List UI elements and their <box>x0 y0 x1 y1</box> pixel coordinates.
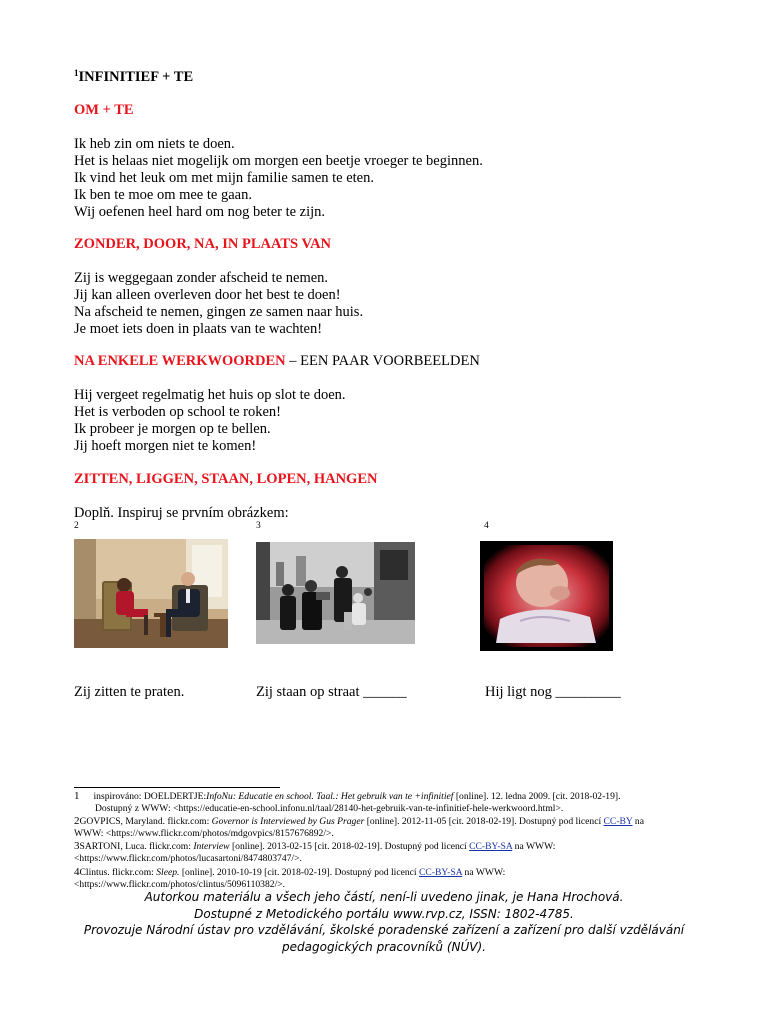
title-footnote-ref[interactable]: 1 <box>74 68 79 78</box>
example-sentence: Ik vind het leuk om met mijn familie samen te eten. <box>74 170 374 186</box>
instruction-text: Doplň. Inspiruj se prvním obrázkem: <box>74 505 289 521</box>
footnote-text: [online]. 2012-11-05 [cit. 2018-02-19]. Dostupný pod licencí <box>364 816 604 827</box>
footnote-text: inspirováno: DOELDERTJE: <box>93 791 207 802</box>
example-sentence: Het is helaas niet mogelijk om morgen een beetje vroeger te beginnen. <box>74 153 483 169</box>
photo-interview-chairs <box>74 539 228 648</box>
example-sentence: Jij kan alleen overleven door het best te doen! <box>74 287 341 303</box>
section-heading-om-te: OM + TE <box>74 102 134 118</box>
footnote-title: InfoNu: Educatie en school. Taal.: Het gebruik van te +infinitief <box>206 791 454 802</box>
photo-sleeping-man <box>480 541 613 651</box>
footnote-title: Interview <box>193 841 230 852</box>
section-heading-werkwoorden-bold: NA ENKELE WERKWOORDEN <box>74 353 286 369</box>
photo-sleeping-man-image <box>480 541 613 651</box>
footnote-2 <box>74 815 714 840</box>
example-sentence: Ik heb zin om niets te doen. <box>74 136 235 152</box>
footnote-text: Clintus. flickr.com: <box>79 867 157 878</box>
footnote-text: na WWW: <box>462 867 506 878</box>
section-heading-werkwoorden-suffix: – EEN PAAR VOORBEELDEN <box>285 353 480 369</box>
footnote-number: 1 <box>74 790 80 802</box>
section-heading-werkwoorden <box>74 353 480 370</box>
footnote-1 <box>74 790 714 815</box>
section-heading-zonder: ZONDER, DOOR, NA, IN PLAATS VAN <box>74 236 332 252</box>
page-title <box>74 68 193 86</box>
footnote-title: Sleep. <box>156 867 180 878</box>
example-sentence: Jij hoeft morgen niet te komen! <box>74 438 257 454</box>
footnote-text: GOVPICS, Maryland. flickr.com: <box>79 816 212 827</box>
footnote-3 <box>74 840 714 865</box>
footer-line: Provozuje Národní ústav pro vzdělávání, školské poradenské zařízení a zařízení pro další vzdělávání <box>83 923 685 937</box>
footnote-number: 2 <box>74 815 80 827</box>
license-link[interactable]: CC-BY-SA <box>469 841 513 852</box>
photo-street-interview <box>256 542 415 644</box>
footnote-text: SARTONI, Luca. flickr.com: <box>79 841 194 852</box>
footer-line: Autorkou materiálu a všech jeho částí, není-li uvedeno jinak, je Hana Hrochová. <box>144 890 624 904</box>
example-sentence: Zij is weggegaan zonder afscheid te nemen. <box>74 270 329 286</box>
footnote-text: [online]. 2013-02-15 [cit. 2018-02-19]. Dostupný pod licencí <box>229 841 470 852</box>
example-sentence: Ik ben te moe om mee te gaan. <box>74 187 252 203</box>
page-footer <box>60 889 708 955</box>
footnote-url-line[interactable]: <https://www.flickr.com/photos/clintus/5096110382/>. <box>74 879 286 890</box>
photo-street-interview-image <box>256 542 415 644</box>
exercise-instruction <box>74 505 289 522</box>
footnote-url-line[interactable]: <https://www.flickr.com/photos/lucasartoni/8474803747/>. <box>74 853 302 864</box>
license-link[interactable]: CC-BY-SA <box>418 867 463 878</box>
section-heading-zitten: ZITTEN, LIGGEN, STAAN, LOPEN, HANGEN <box>74 471 378 487</box>
example-sentence: Het is verboden op school te roken! <box>74 404 281 420</box>
footer-line: pedagogických pracovníků (NÚV). <box>282 939 486 954</box>
footnote-text: na WWW: <box>512 841 556 852</box>
title-text: INFINITIEF + TE <box>78 69 194 85</box>
fill-in-exercise-4[interactable]: Hij ligt nog _________ <box>485 684 621 700</box>
example-sentence: Ik probeer je morgen op te bellen. <box>74 421 271 437</box>
footnote-text: na <box>632 816 644 827</box>
example-sentence: Je moet iets doen in plaats van te wachten! <box>74 321 323 337</box>
image-footnote-ref-4[interactable]: 4 <box>484 521 489 531</box>
footnote-url-line[interactable]: WWW: <https://www.flickr.com/photos/mdgovpics/8157676892/>. <box>74 828 334 839</box>
section-lines-zonder <box>74 270 363 338</box>
caption-image-2: Zij zitten te praten. <box>74 684 185 700</box>
footnote-number: 3 <box>74 840 80 852</box>
footnote-divider <box>74 787 280 788</box>
section-lines-werkwoorden <box>74 387 346 455</box>
image-footnote-ref-3[interactable]: 3 <box>256 521 261 531</box>
fill-in-exercise-3[interactable]: Zij staan op straat ______ <box>256 684 407 700</box>
footnote-url-line[interactable]: Dostupný z WWW: <https://educatie-en-school.infonu.nl/taal/28140-het-gebruik-van-te-infinitief-hele-werkwoord.html>. <box>95 803 564 814</box>
example-sentence: Wij oefenen heel hard om nog beter te zijn. <box>74 204 326 220</box>
footer-line: Dostupné z Metodického portálu www.rvp.cz, ISSN: 1802-4785. <box>194 906 574 921</box>
footnote-title: Governor is Interviewed by Gus Prager <box>211 816 365 827</box>
footnote-number: 4 <box>74 866 80 878</box>
example-sentence: Na afscheid te nemen, gingen ze samen naar huis. <box>74 304 364 320</box>
footnote-4 <box>74 866 714 891</box>
example-sentence: Hij vergeet regelmatig het huis op slot te doen. <box>74 387 346 403</box>
footnote-text: [online]. 2010-10-19 [cit. 2018-02-19]. Dostupný pod licencí <box>179 867 419 878</box>
photo-interview-chairs-image <box>74 539 228 648</box>
footnote-text: [online]. 12. ledna 2009. [cit. 2018-02-19]. <box>453 791 621 802</box>
section-lines-om-te <box>74 136 483 221</box>
license-link[interactable]: CC-BY <box>603 816 633 827</box>
image-footnote-ref-2[interactable]: 2 <box>74 521 79 531</box>
